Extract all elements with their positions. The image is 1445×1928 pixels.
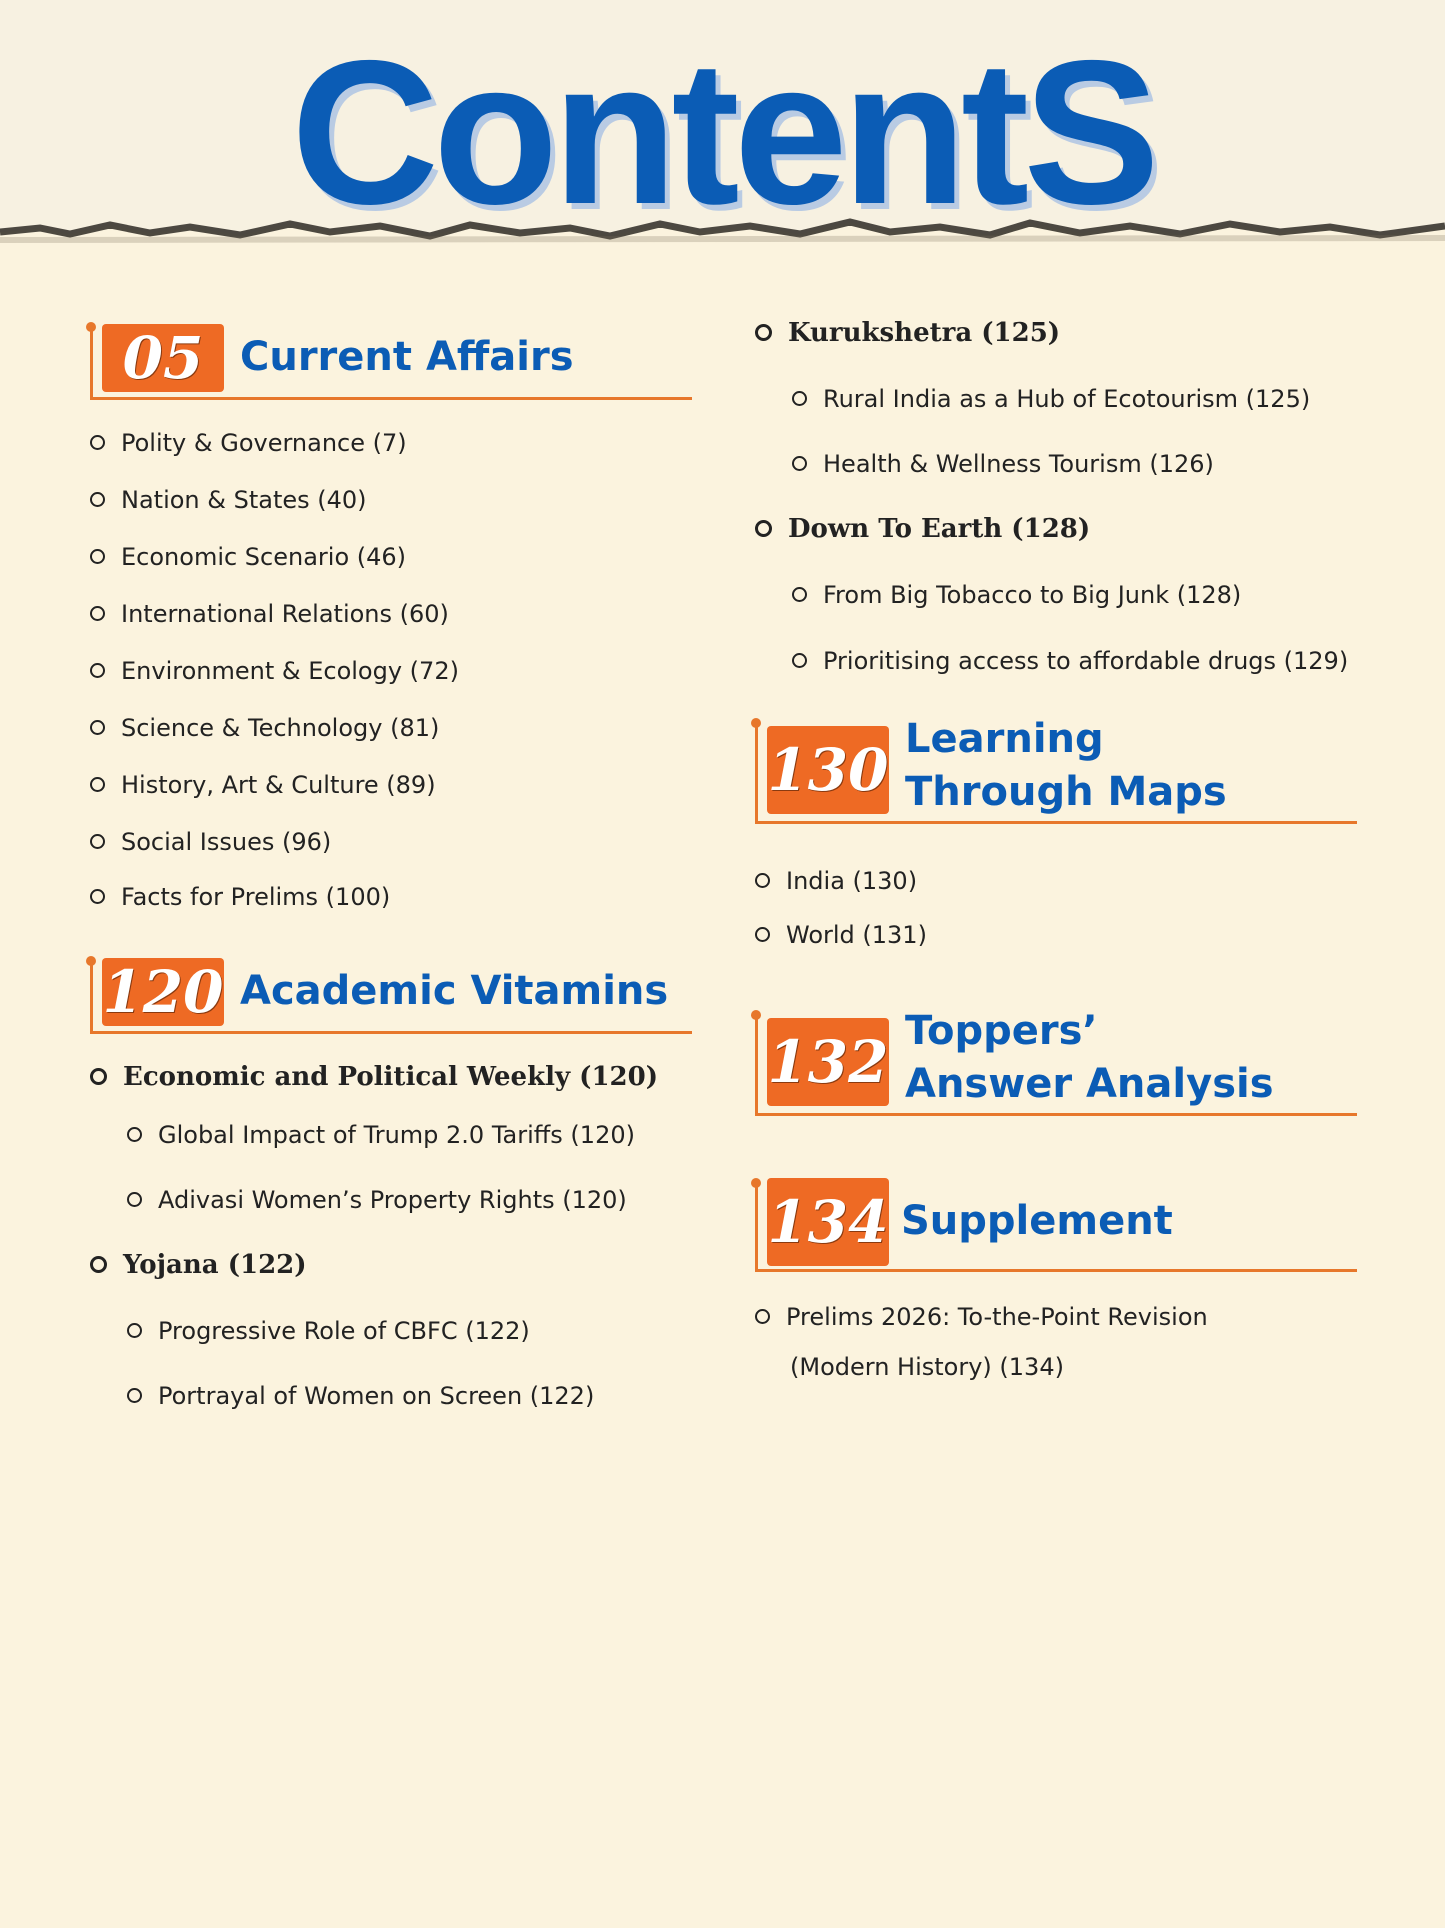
- bullet-icon: [792, 653, 807, 668]
- section-number: 120: [102, 958, 224, 1026]
- bullet-icon: [127, 1323, 142, 1338]
- list-item[interactable]: Progressive Role of CBFC (122): [127, 1316, 530, 1346]
- bullet-icon: [127, 1127, 142, 1142]
- list-item[interactable]: Social Issues (96): [90, 827, 331, 857]
- list-item[interactable]: Down To Earth (128): [755, 514, 1090, 544]
- list-item[interactable]: Prelims 2026: To-the-Point Revision: [755, 1302, 1208, 1332]
- list-item[interactable]: Prioritising access to affordable drugs (129): [792, 646, 1348, 676]
- list-item[interactable]: Economic Scenario (46): [90, 542, 406, 572]
- bullet-icon: [792, 456, 807, 471]
- section-rule: [755, 821, 1357, 824]
- list-item[interactable]: World (131): [755, 920, 927, 950]
- section-rule: [755, 1269, 1357, 1272]
- bullet-icon: [755, 1309, 770, 1324]
- bullet-icon: [90, 834, 105, 849]
- section-label-line2: Through Maps: [905, 769, 1227, 815]
- list-item[interactable]: International Relations (60): [90, 599, 449, 629]
- list-item[interactable]: History, Art & Culture (89): [90, 770, 436, 800]
- bullet-icon: [90, 1256, 107, 1273]
- bullet-icon: [90, 435, 105, 450]
- bullet-icon: [755, 324, 772, 341]
- section-label-line1: Learning: [905, 716, 1104, 762]
- section-label-line1: Toppers’: [905, 1008, 1098, 1054]
- section-tick: [90, 964, 93, 1034]
- section-number: 05: [102, 324, 224, 392]
- bullet-icon: [127, 1192, 142, 1207]
- bullet-icon: [90, 777, 105, 792]
- section-label: Current Affairs: [240, 334, 574, 380]
- section-number: 130: [767, 726, 889, 814]
- section-label-line2: Answer Analysis: [905, 1061, 1274, 1107]
- section-tick: [90, 330, 93, 400]
- list-item[interactable]: Kurukshetra (125): [755, 318, 1060, 348]
- bullet-icon: [792, 587, 807, 602]
- section-number: 132: [767, 1018, 889, 1106]
- bullet-icon: [90, 492, 105, 507]
- list-item[interactable]: Health & Wellness Tourism (126): [792, 449, 1214, 479]
- list-item[interactable]: Portrayal of Women on Screen (122): [127, 1381, 594, 1411]
- bullet-icon: [755, 520, 772, 537]
- list-item[interactable]: From Big Tobacco to Big Junk (128): [792, 580, 1241, 610]
- list-item[interactable]: Economic and Political Weekly (120): [90, 1062, 658, 1092]
- bullet-icon: [755, 873, 770, 888]
- section-supplement: [755, 1172, 1357, 1272]
- section-tick: [755, 1018, 758, 1116]
- list-item[interactable]: Facts for Prelims (100): [90, 882, 390, 912]
- section-current-affairs: [90, 316, 692, 400]
- section-label: Supplement: [901, 1198, 1173, 1244]
- bullet-icon: [90, 606, 105, 621]
- section-rule: [755, 1113, 1357, 1116]
- list-item[interactable]: Global Impact of Trump 2.0 Tariffs (120): [127, 1120, 635, 1150]
- list-item[interactable]: Nation & States (40): [90, 485, 367, 515]
- bullet-icon: [792, 391, 807, 406]
- section-tick: [755, 726, 758, 824]
- list-item[interactable]: Yojana (122): [90, 1250, 307, 1280]
- list-item-continuation: (Modern History) (134): [790, 1353, 1064, 1381]
- section-academic-vitamins: [90, 950, 692, 1034]
- section-rule: [90, 1031, 692, 1034]
- bullet-icon: [90, 549, 105, 564]
- section-tick: [755, 1186, 758, 1272]
- list-item[interactable]: Science & Technology (81): [90, 713, 439, 743]
- bullet-icon: [90, 663, 105, 678]
- list-item[interactable]: Polity & Governance (7): [90, 428, 407, 458]
- bullet-icon: [127, 1388, 142, 1403]
- section-number: 134: [767, 1178, 889, 1266]
- section-toppers: [755, 1004, 1357, 1116]
- bullet-icon: [755, 927, 770, 942]
- bullet-icon: [90, 720, 105, 735]
- section-rule: [90, 397, 692, 400]
- list-item[interactable]: India (130): [755, 866, 917, 896]
- list-item[interactable]: Adivasi Women’s Property Rights (120): [127, 1185, 627, 1215]
- page-title: ContentS: [291, 18, 1154, 247]
- bullet-icon: [90, 889, 105, 904]
- section-label: Academic Vitamins: [240, 968, 669, 1014]
- section-learning-maps: [755, 712, 1357, 824]
- bullet-icon: [90, 1068, 107, 1085]
- list-item[interactable]: Environment & Ecology (72): [90, 656, 459, 686]
- list-item[interactable]: Rural India as a Hub of Ecotourism (125): [792, 384, 1310, 414]
